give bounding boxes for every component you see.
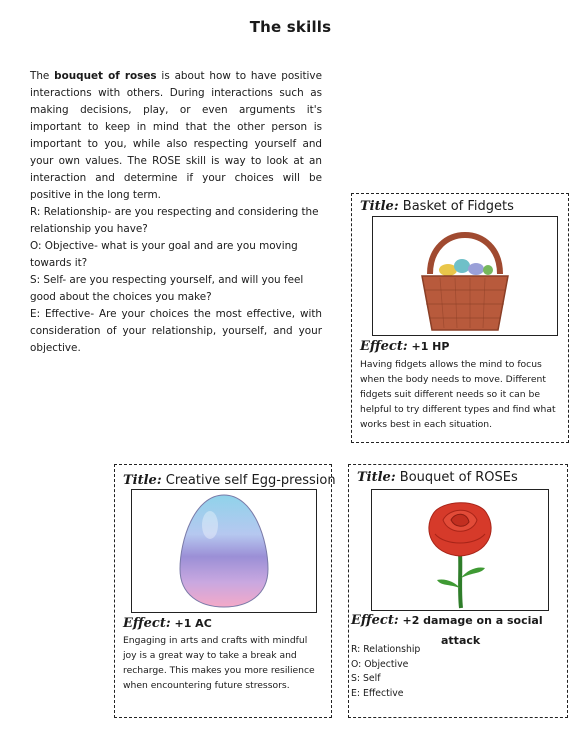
effect-value-line2: attack (441, 634, 481, 647)
list-item: S: Self (351, 673, 381, 684)
effect-value: +1 HP (411, 340, 450, 353)
effect-label: Effect: (360, 339, 408, 354)
intro-body: is about how to have positive interactions with others. During interactions such as making decisions, play, or even arguments it's important to keep in mind that the other person is important to you, while also respecting yourself and your own values. The ROSE skill is way to look at an interaction and determine if your choices will be positive in the long term. (30, 70, 322, 201)
effect-value: +1 AC (174, 617, 212, 630)
intro-prefix: The (30, 70, 55, 82)
card-image-frame (372, 216, 558, 336)
card-title (360, 199, 514, 214)
rose-acronym-list (351, 643, 420, 701)
rose-o-line: O: Objective- what is your goal and are you moving towards it? (30, 240, 298, 269)
title-label: Title: (360, 199, 399, 214)
card-bouquet-of-roses (348, 464, 568, 718)
card-image-frame (131, 489, 317, 613)
title-label: Title: (357, 470, 396, 485)
card-title-text: Bouquet of ROSEs (399, 470, 518, 485)
intro-paragraph (30, 68, 322, 204)
effect-label: Effect: (351, 613, 399, 628)
card-title-text: Basket of Fidgets (402, 199, 514, 214)
list-item: O: Objective (351, 658, 409, 670)
card-effect (351, 613, 543, 628)
title-label: Title: (123, 473, 162, 488)
rose-image (415, 490, 505, 610)
intro-bold-term: bouquet of roses (54, 70, 157, 82)
card-title (123, 473, 336, 488)
list-item: E: Effective (351, 687, 404, 699)
card-basket-of-fidgets (351, 193, 569, 443)
egg-image (176, 491, 272, 611)
list-item: R: Relationship (351, 644, 421, 655)
card-image-frame (371, 489, 549, 611)
card-title (357, 470, 518, 485)
effect-value-line1: +2 damage on a social (402, 614, 543, 627)
card-description: Having fidgets allows the mind to focus when the body needs to move. Different fidgets suit different needs so it can be helpful to try different types and find what works best in each situation. (360, 359, 556, 430)
basket-image (410, 218, 520, 334)
intro-text (30, 68, 322, 357)
card-effect (360, 339, 449, 354)
card-creative-self-egg-pression (114, 464, 336, 718)
page-heading: The skills (249, 18, 332, 36)
card-effect (123, 616, 212, 631)
rose-e-line: E: Effective- Are your choices the most effective, with consideration of your relationship, yourself, and your objective. (30, 308, 322, 354)
rose-s-line: S: Self- are you respecting yourself, and will you feel good about the choices you make? (30, 274, 304, 303)
rose-r-line: R: Relationship- are you respecting and considering the relationship you have? (30, 206, 319, 235)
card-effect-continued (441, 633, 480, 647)
card-title-text: Creative self Egg-pression (165, 473, 336, 488)
card-description: Engaging in arts and crafts with mindful joy is a great way to take a break and recharge. This makes you more resilience when encountering future stressors. (123, 635, 315, 691)
effect-label: Effect: (123, 616, 171, 631)
